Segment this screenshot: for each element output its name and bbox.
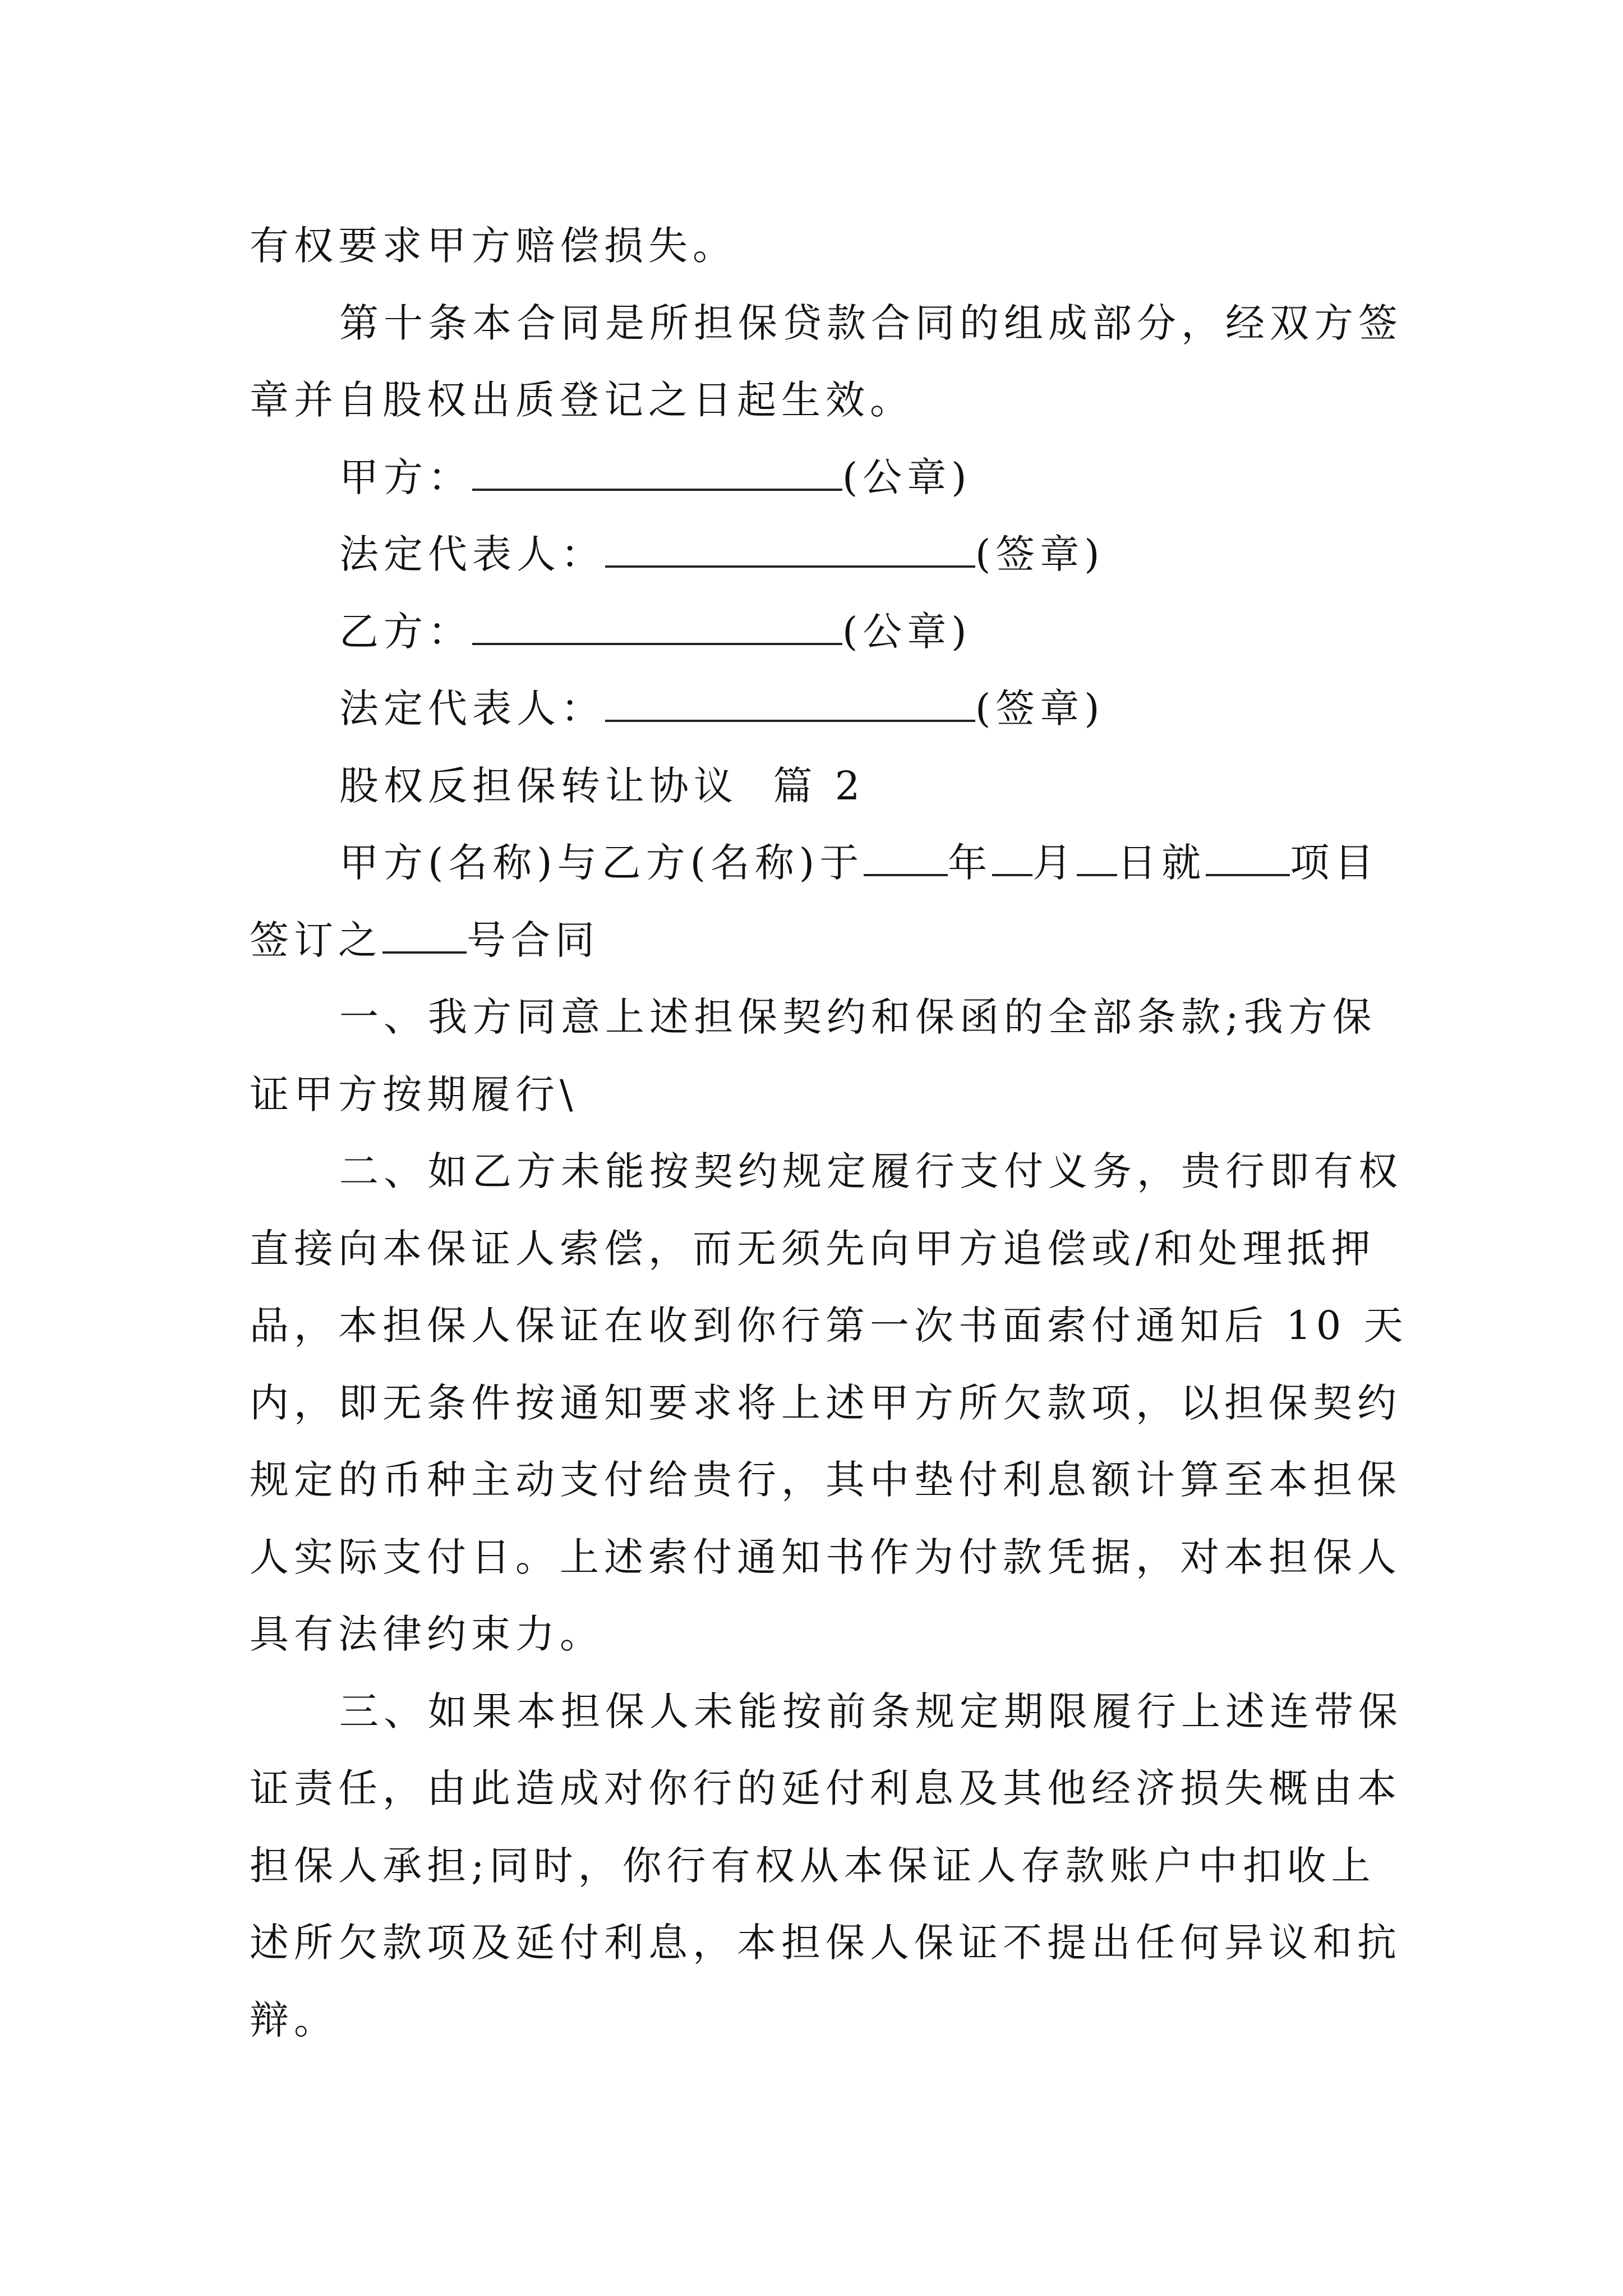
- clause-line: 证责任，由此造成对你行的延付利息及其他经济损失概由本: [250, 1765, 1401, 1811]
- party-a-label: 甲方：: [339, 454, 472, 500]
- clause-line: 证甲方按期履行\: [250, 1071, 578, 1117]
- document-body: [250, 208, 1408, 2059]
- rep-b-seal: (签章): [975, 685, 1105, 731]
- signature-rep-b: [250, 670, 1399, 748]
- day-blank: [1077, 841, 1117, 876]
- party-b-label: 乙方：: [339, 608, 472, 655]
- clause-line: 一、我方同意上述担保契约和保函的全部条款;我方保: [339, 994, 1377, 1040]
- paragraph-line: 章并自股权出质登记之日起生效。: [250, 377, 914, 423]
- signature-blank: [605, 533, 975, 568]
- clause-line: 具有法律约束力。: [250, 1611, 604, 1657]
- party-a-seal: (公章): [842, 454, 972, 500]
- section-heading: 股权反担保转让协议 篇 2: [339, 762, 865, 809]
- rep-a-seal: (签章): [975, 531, 1105, 577]
- month-text: 月: [1032, 840, 1077, 886]
- month-blank: [992, 841, 1032, 876]
- clause-line: 直接向本保证人索偿，而无须先向甲方追偿或/和处理抵押: [250, 1225, 1376, 1272]
- party-b-seal: (公章): [842, 608, 972, 655]
- clause-line: 二、如乙方未能按契约规定履行支付义务，贵行即有权: [339, 1148, 1403, 1194]
- clause-line: 品，本担保人保证在收到你行第一次书面索付通知后 10 天: [250, 1303, 1408, 1349]
- signature-party-a: [250, 439, 1399, 517]
- signature-party-b: [250, 593, 1399, 671]
- clause-line: 述所欠款项及延付利息，本担保人保证不提出任何异议和抗: [250, 1920, 1401, 1966]
- clause-line: 规定的币种主动支付给贵行，其中垫付利息额计算至本担保: [250, 1457, 1401, 1503]
- rep-b-label: 法定代表人：: [339, 685, 605, 731]
- signature-rep-a: [250, 516, 1399, 593]
- contract-number-blank: [382, 919, 467, 954]
- project-blank: [1206, 841, 1290, 876]
- project-text: 项目: [1290, 840, 1379, 886]
- signature-blank: [472, 610, 842, 645]
- clause-line: 人实际支付日。上述索付通知书作为付款凭据，对本担保人: [250, 1534, 1401, 1580]
- clause-line: 三、如果本担保人未能按前条规定期限履行上述连带保: [339, 1688, 1403, 1734]
- year-blank: [864, 841, 948, 876]
- clause-line: 内，即无条件按通知要求将上述甲方所欠款项，以担保契约: [250, 1379, 1401, 1426]
- paragraph-line: 第十条本合同是所担保贷款合同的组成部分，经双方签: [339, 300, 1403, 346]
- year-text: 年: [948, 840, 993, 886]
- rep-a-label: 法定代表人：: [339, 531, 605, 577]
- intro-line: [250, 902, 1399, 979]
- signature-blank: [605, 687, 975, 722]
- day-text: 日就: [1117, 840, 1206, 886]
- intro-line: [250, 825, 1399, 902]
- intro-text: 甲方(名称)与乙方(名称)于: [339, 840, 864, 886]
- signature-blank: [472, 456, 842, 491]
- contract-text: 签订之: [250, 917, 382, 963]
- contract-text: 号合同: [467, 917, 600, 963]
- clause-line: 担保人承担;同时，你行有权从本保证人存款账户中扣收上: [250, 1842, 1376, 1889]
- paragraph-line: 有权要求甲方赔偿损失。: [250, 223, 737, 269]
- clause-line: 辩。: [250, 1996, 338, 2043]
